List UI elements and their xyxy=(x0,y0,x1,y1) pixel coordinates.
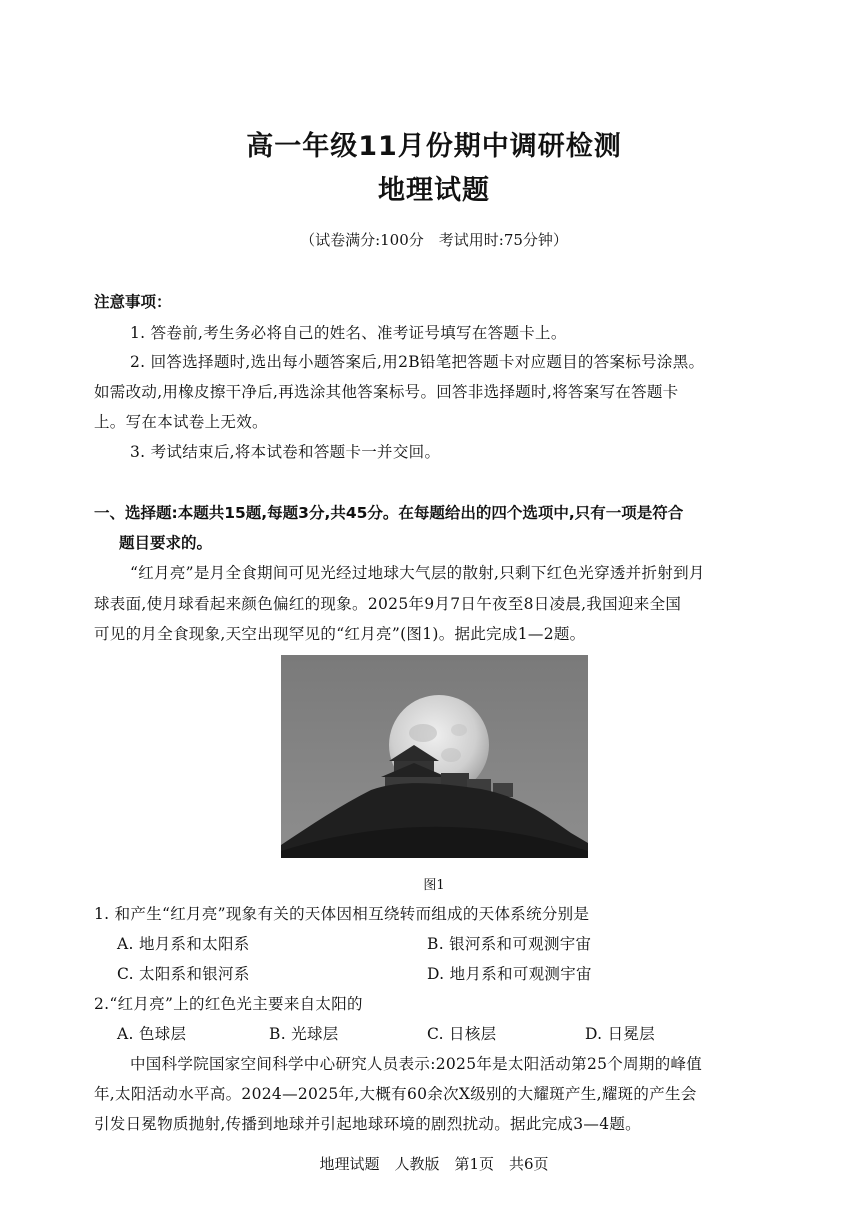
note-item-2: 2. 回答选择题时,选出每小题答案后,用2B铅笔把答题卡对应题目的答案标号涂黑。 xyxy=(130,353,705,371)
question-1-option-c: C. 太阳系和银河系 xyxy=(117,965,250,983)
note-item-2-end: 上。写在本试卷上无效。 xyxy=(94,413,268,431)
passage-1-line-1: “红月亮”是月全食期间可见光经过地球大气层的散射,只剩下红色光穿透并折射到月 xyxy=(130,564,705,582)
note-item-1: 1. 答卷前,考生务必将自己的姓名、准考证号填写在答题卡上。 xyxy=(130,324,567,342)
section-heading-cont: 题目要求的。 xyxy=(119,534,213,552)
passage-1-line-2: 球表面,使月球看起来颜色偏红的现象。2025年9月7日午夜至8日凌晨,我国迎来全国 xyxy=(94,595,682,613)
question-1-option-b: B. 银河系和可观测宇宙 xyxy=(427,935,592,953)
figure-1-caption: 图1 xyxy=(423,878,445,893)
question-2-option-d: D. 日冕层 xyxy=(585,1025,656,1043)
note-item-2-cont: 如需改动,用橡皮擦干净后,再选涂其他答案标号。回答非选择题时,将答案写在答题卡 xyxy=(94,383,679,401)
question-2-option-b: B. 光球层 xyxy=(269,1025,339,1043)
question-2-option-c: C. 日核层 xyxy=(427,1025,497,1043)
red-moon-photo xyxy=(281,655,588,858)
passage-2-line-2: 年,太阳活动水平高。2024—2025年,大概有60余次X级别的大耀斑产生,耀斑的产生会 xyxy=(94,1085,697,1103)
question-1-option-a: A. 地月系和太阳系 xyxy=(117,935,250,953)
question-1-stem: 1. 和产生“红月亮”现象有关的天体因相互绕转而组成的天体系统分别是 xyxy=(94,905,590,923)
exam-info: （试卷满分:100分 考试用时:75分钟） xyxy=(300,231,568,249)
question-1-option-d: D. 地月系和可观测宇宙 xyxy=(427,965,592,983)
note-item-3: 3. 考试结束后,将本试卷和答题卡一并交回。 xyxy=(130,443,441,461)
question-2-option-a: A. 色球层 xyxy=(117,1025,187,1043)
passage-1-line-3: 可见的月全食现象,天空出现罕见的“红月亮”(图1)。据此完成1—2题。 xyxy=(94,625,586,643)
exam-title: 高一年级11月份期中调研检测 xyxy=(246,131,622,162)
passage-2-line-1: 中国科学院国家空间科学中心研究人员表示:2025年是太阳活动第25个周期的峰值 xyxy=(130,1055,703,1073)
section-heading: 一、选择题:本题共15题,每题3分,共45分。在每题给出的四个选项中,只有一项是符合 xyxy=(94,504,684,522)
passage-2-line-3: 引发日冕物质抛射,传播到地球并引起地球环境的剧烈扰动。据此完成3—4题。 xyxy=(94,1115,641,1133)
question-2-stem: 2.“红月亮”上的红色光主要来自太阳的 xyxy=(94,995,363,1013)
page-footer: 地理试题 人教版 第1页 共6页 xyxy=(319,1155,549,1173)
notes-heading: 注意事项： xyxy=(94,293,172,311)
subject-title: 地理试题 xyxy=(378,175,490,206)
